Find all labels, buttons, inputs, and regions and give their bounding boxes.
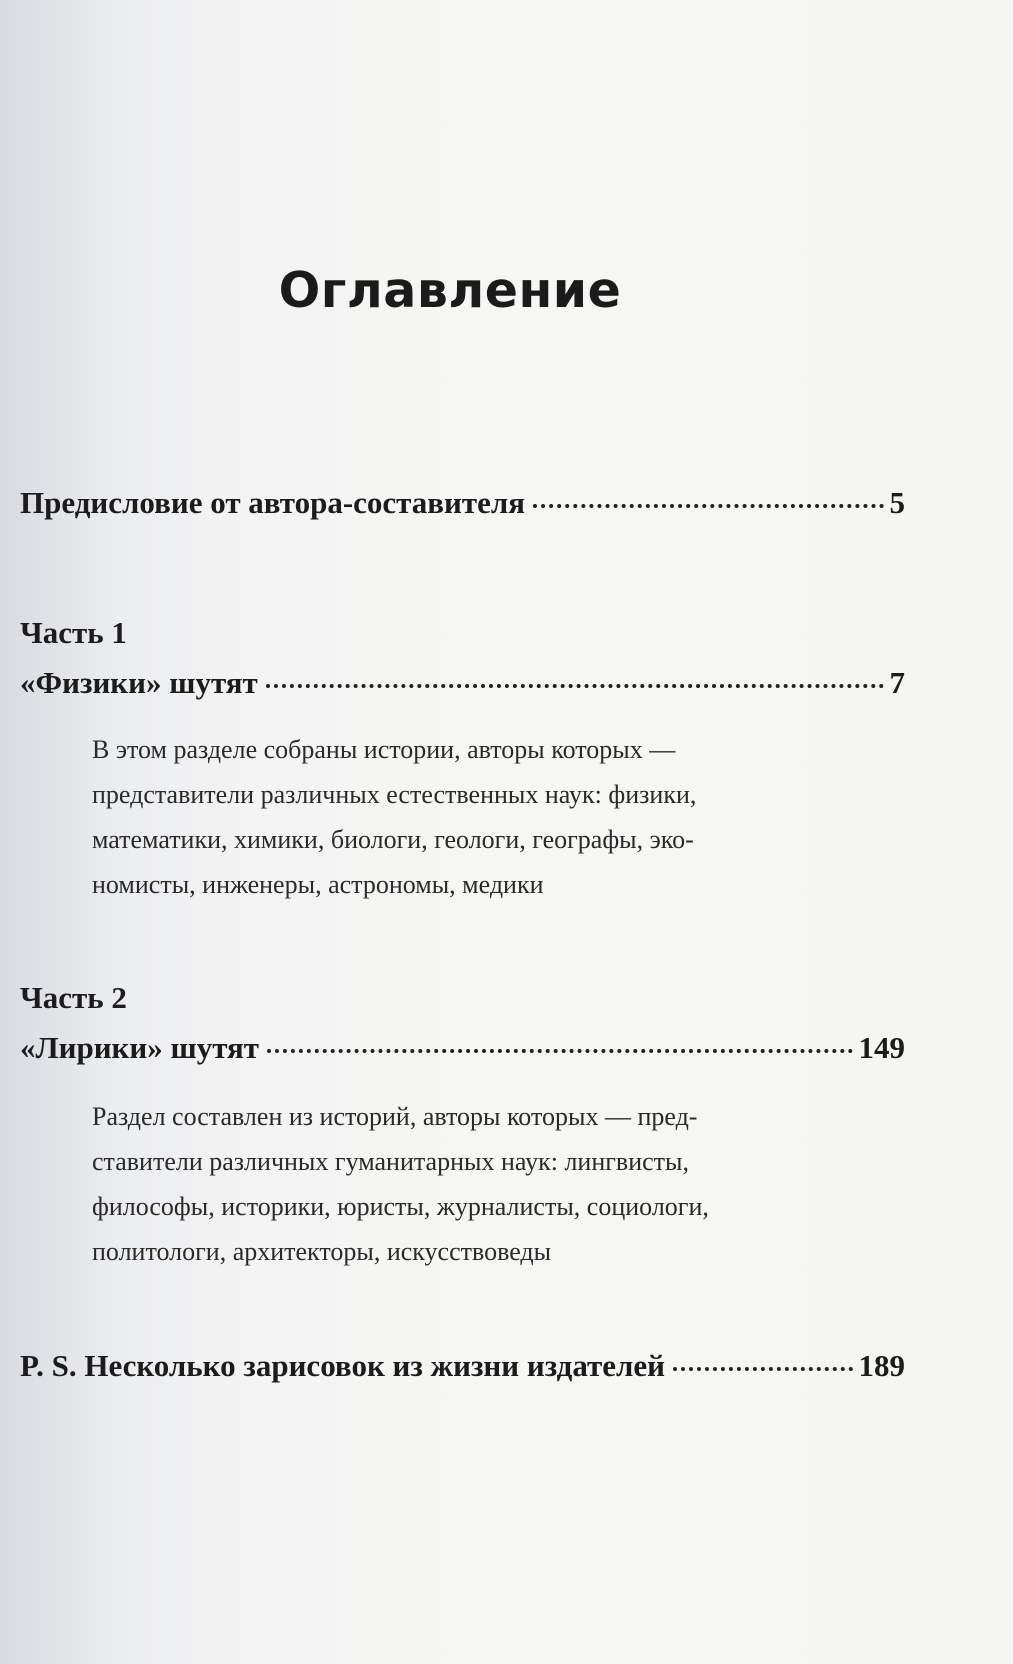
part-1-label: Часть 1 [20,615,127,650]
dot-leader [533,504,883,508]
toc-entry-part2[interactable] [20,1030,905,1066]
toc-page-number: 149 [858,1030,905,1065]
toc-entry-label: P. S. Несколько зарисовок из жизни издателей [20,1348,666,1383]
part-2-description [92,1094,922,1274]
description-line: математики, химики, биологи, геологи, географы, эко- [92,825,694,854]
toc-page-number: 189 [858,1348,905,1383]
description-line: политологи, архитекторы, искусствоведы [92,1237,552,1266]
dot-leader [266,684,884,688]
dot-leader [673,1367,852,1371]
toc-entry-label: «Физики» шутят [20,665,258,700]
description-line: ставители различных гуманитарных наук: лингвисты, [92,1147,689,1176]
part-2-label: Часть 2 [20,980,127,1015]
toc-page-number: 7 [889,665,905,700]
description-line: Раздел составлен из историй, авторы которых — пред- [92,1102,698,1131]
toc-page-number: 5 [889,485,905,520]
toc-entry-preface[interactable] [20,485,905,521]
toc-entry-ps[interactable] [20,1348,905,1384]
dot-leader [267,1049,852,1053]
description-line: философы, историки, юристы, журналисты, социологи, [92,1192,709,1221]
page-title: Оглавление [278,262,622,319]
description-line: представители различных естественных наук: физики, [92,780,697,809]
toc-entry-label: «Лирики» шутят [20,1030,260,1065]
toc-entry-label: Предисловие от автора-составителя [20,485,526,520]
description-line: номисты, инженеры, астрономы, медики [92,870,544,899]
part-1-description [92,727,922,907]
toc-entry-part1[interactable] [20,665,905,701]
description-line: В этом разделе собраны истории, авторы которых — [92,735,676,764]
